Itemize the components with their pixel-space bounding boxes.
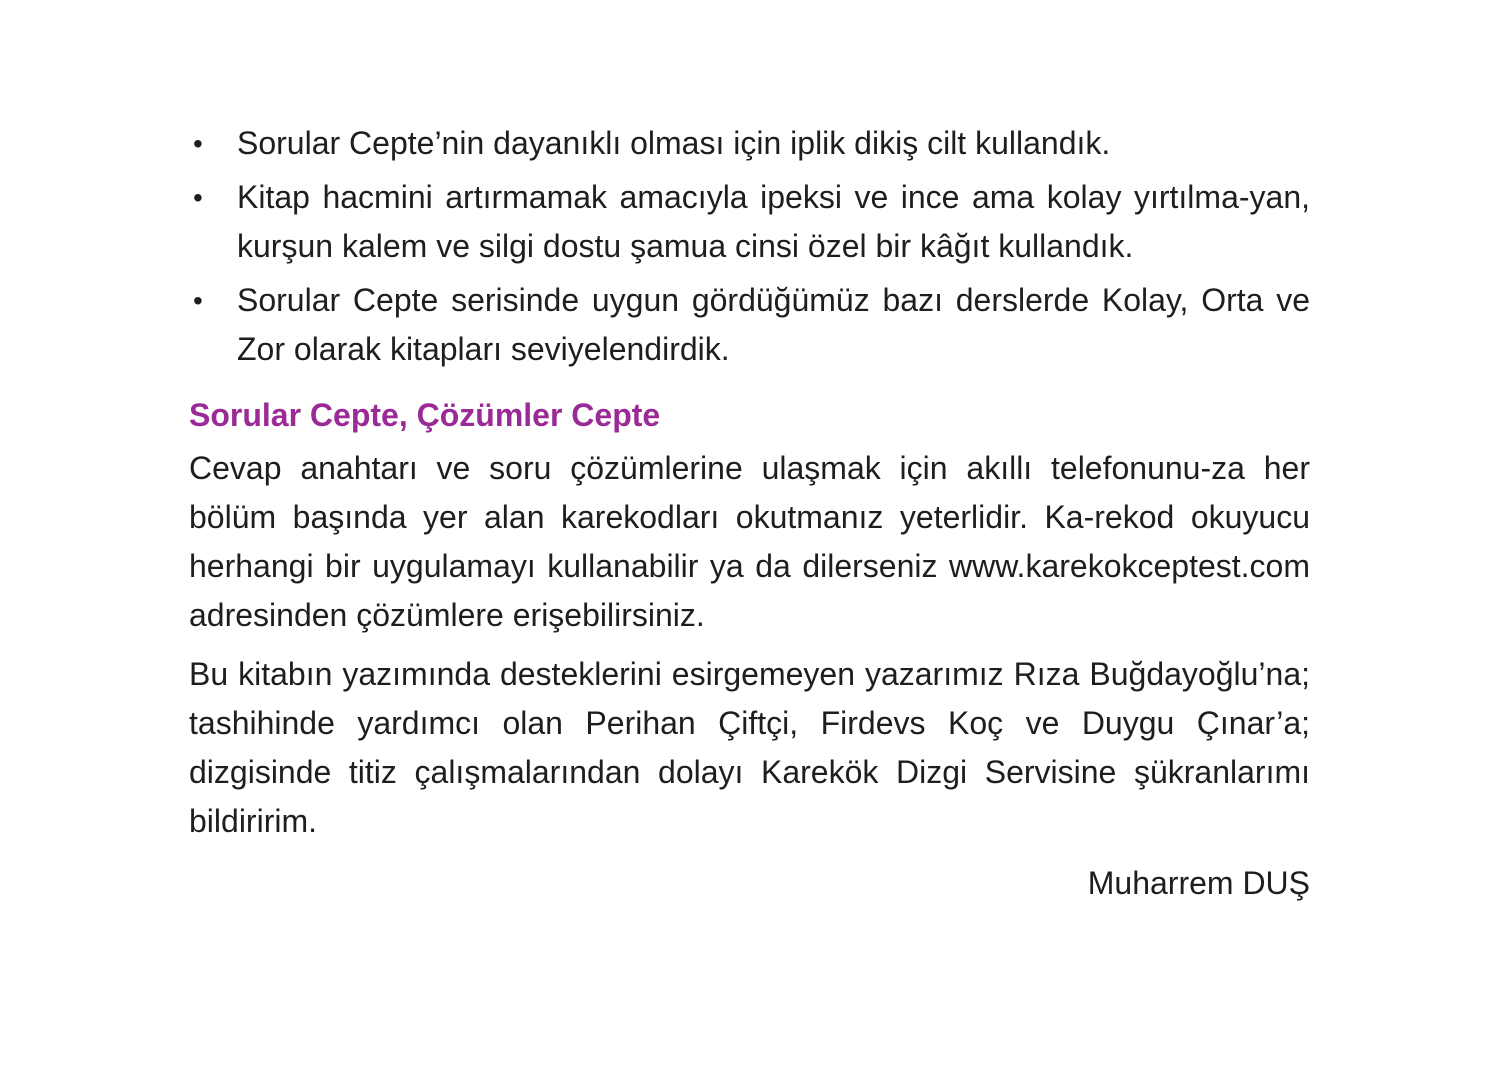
section-heading: Sorular Cepte, Çözümler Cepte (189, 397, 661, 433)
bullet-icon: • (193, 285, 203, 316)
feature-list (189, 119, 1310, 374)
body-paragraph: Cevap anahtarı ve soru çözümlerine ulaşmak için akıllı telefonunu-za her bölüm başında yer alan karekodları okutmanız yeterlidir. Ka-rekod okuyucu herhangi bir uygulamayı kullanabilir ya da dilerseniz www.karekokceptest.com adresinden çözümlere erişebilirsiniz. (189, 450, 1310, 633)
list-item (189, 173, 1310, 271)
list-item-text: Sorular Cepte serisinde uygun gördüğümüz bazı derslerde Kolay, Orta ve Zor olarak kitapları seviyelendirdik. (237, 282, 1310, 367)
acknowledgement-paragraph: Bu kitabın yazımında desteklerini esirgemeyen yazarımız Rıza Buğdayoğlu’na; tashihinde yardımcı olan Perihan Çiftçi, Firdevs Koç ve Duygu Çınar’a; dizgisinde titiz çalışmalarından dolayı Karekök Dizgi Servisine şükranlarımı bildiririm. (189, 656, 1310, 839)
bullet-icon: • (193, 128, 203, 159)
author-signature: Muharrem DUŞ (1087, 865, 1310, 901)
bullet-icon: • (193, 182, 203, 213)
list-item-text: Kitap hacmini artırmamak amacıyla ipeksi ve ince ama kolay yırtılma-yan, kurşun kalem ve silgi dostu şamua cinsi özel bir kâğıt kullandık. (237, 179, 1310, 264)
list-item-text: Sorular Cepte’nin dayanıklı olması için iplik dikiş cilt kullandık. (237, 125, 1111, 161)
list-item (189, 276, 1310, 374)
document-page (189, 119, 1310, 908)
list-item (189, 119, 1310, 168)
